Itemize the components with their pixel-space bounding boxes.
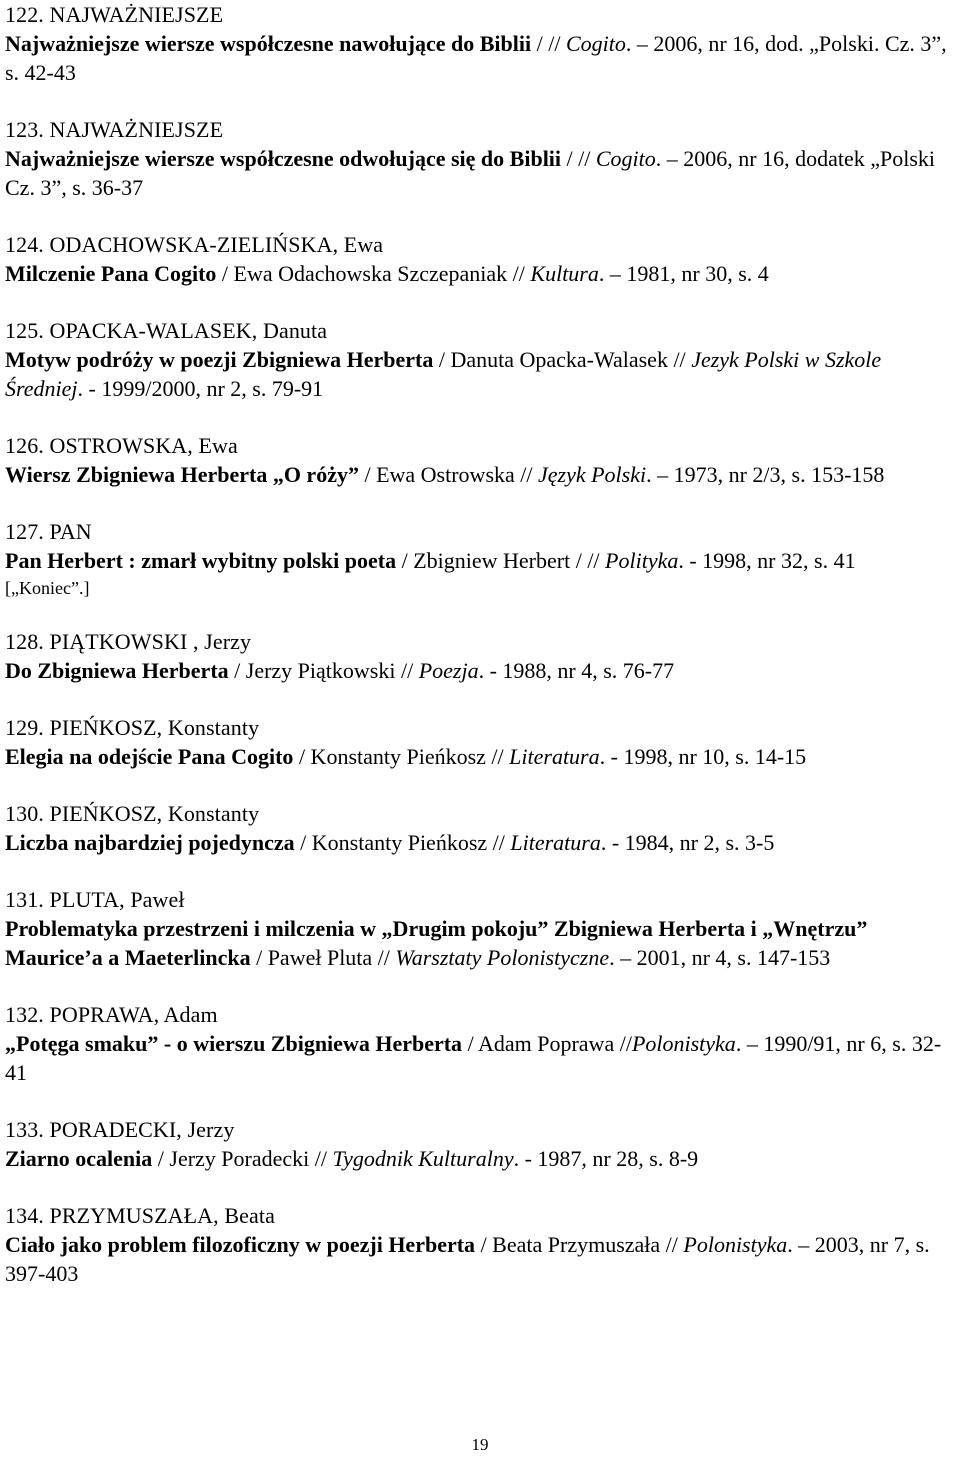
entry-description xyxy=(5,460,950,489)
entry-author: / Konstanty Pieńkosz // xyxy=(293,744,510,769)
bibliography-entry-133 xyxy=(5,1115,950,1173)
entry-details: . - 1987, nr 28, s. 8-9 xyxy=(513,1146,699,1171)
entry-journal: Kultura xyxy=(530,261,599,286)
entry-journal: Tygodnik Kulturalny xyxy=(332,1146,514,1171)
entry-heading: 132. POPRAWA, Adam xyxy=(5,1002,218,1027)
entry-title: Ciało jako problem filozoficzny w poezji Herberta xyxy=(5,1232,476,1257)
entry-description xyxy=(5,345,950,403)
entry-details: . – 1973, nr 2/3, s. 153-158 xyxy=(646,462,885,487)
entry-title: Najważniejsze wiersze współczesne odwołujące się do Biblii xyxy=(5,146,562,171)
bibliography-page xyxy=(5,0,950,1316)
entry-heading: 128. PIĄTKOWSKI , Jerzy xyxy=(5,629,252,654)
entry-heading: 131. PLUTA, Paweł xyxy=(5,887,185,912)
bibliography-entry-132 xyxy=(5,1000,950,1087)
entry-details: . – 2003, nr 7, s. 397-403 xyxy=(5,1232,930,1286)
entry-author: / Ewa Odachowska Szczepaniak // xyxy=(216,261,531,286)
entry-author: / Paweł Pluta // xyxy=(250,945,396,970)
entry-journal: Poezja xyxy=(418,658,479,683)
entry-author: / Jerzy Piątkowski // xyxy=(228,658,419,683)
bibliography-entry-131 xyxy=(5,885,950,972)
entry-title: Milczenie Pana Cogito xyxy=(5,261,217,286)
entry-heading: 134. PRZYMUSZAŁA, Beata xyxy=(5,1203,275,1228)
entry-details: . - 1999/2000, nr 2, s. 79-91 xyxy=(77,376,324,401)
entry-heading: 122. NAJWAŻNIEJSZE xyxy=(5,2,224,27)
entry-description xyxy=(5,1029,950,1087)
entry-title: Wiersz Zbigniewa Herberta „O róży” xyxy=(5,462,359,487)
bibliography-entry-130 xyxy=(5,799,950,857)
bibliography-entry-124 xyxy=(5,230,950,288)
entry-heading: 129. PIEŃKOSZ, Konstanty xyxy=(5,715,260,740)
entry-details: . - 1988, nr 4, s. 76-77 xyxy=(478,658,675,683)
page-number: 19 xyxy=(471,1435,489,1454)
entry-details: . – 1990/91, nr 6, s. 32-41 xyxy=(5,1031,942,1085)
bibliography-entry-122 xyxy=(5,0,950,87)
entry-heading: 125. OPACKA-WALASEK, Danuta xyxy=(5,318,328,343)
entry-author: / // xyxy=(531,31,566,56)
bibliography-entry-128 xyxy=(5,627,950,685)
entry-details: . - 1984, nr 2, s. 3-5 xyxy=(600,830,775,855)
entry-journal: Warsztaty Polonistyczne xyxy=(395,945,610,970)
entry-description xyxy=(5,656,950,685)
entry-details: . – 2006, nr 16, dod. „Polski. Cz. 3”, s. 42-43 xyxy=(5,31,947,85)
entry-details: . – 2006, nr 16, dodatek „Polski Cz. 3”, s. 36-37 xyxy=(5,146,936,200)
bibliography-entry-126 xyxy=(5,431,950,489)
entry-author: / Konstanty Pieńkosz // xyxy=(294,830,511,855)
entry-description xyxy=(5,914,950,972)
bibliography-entry-123 xyxy=(5,115,950,202)
bibliography-entry-129 xyxy=(5,713,950,771)
entry-description xyxy=(5,1144,950,1173)
entry-title: Pan Herbert : zmarł wybitny polski poeta xyxy=(5,548,397,573)
entry-note: [„Koniec”.] xyxy=(5,578,90,598)
entry-journal: Jezyk Polski w Szkole Średniej xyxy=(5,347,882,401)
entry-heading: 123. NAJWAŻNIEJSZE xyxy=(5,117,224,142)
entry-title: „Potęga smaku” - o wierszu Zbigniewa Herberta xyxy=(5,1031,463,1056)
entry-journal: Literatura xyxy=(510,830,601,855)
entry-heading: 130. PIEŃKOSZ, Konstanty xyxy=(5,801,260,826)
entry-details: . – 2001, nr 4, s. 147-153 xyxy=(609,945,831,970)
entry-journal: Literatura xyxy=(509,744,600,769)
entry-author: / Jerzy Poradecki // xyxy=(152,1146,333,1171)
entry-heading: 124. ODACHOWSKA-ZIELIŃSKA, Ewa xyxy=(5,232,384,257)
entry-author: / Danuta Opacka-Walasek // xyxy=(433,347,692,372)
entry-heading: 133. PORADECKI, Jerzy xyxy=(5,1117,235,1142)
bibliography-entry-127 xyxy=(5,517,950,601)
bibliography-entry-134 xyxy=(5,1201,950,1288)
entry-description xyxy=(5,742,950,771)
entry-description xyxy=(5,29,950,87)
entry-author: / // xyxy=(561,146,596,171)
entry-author: / Beata Przymuszała // xyxy=(475,1232,684,1257)
entry-details: . – 1981, nr 30, s. 4 xyxy=(598,261,769,286)
entry-journal: Cogito xyxy=(595,146,656,171)
entry-journal: Polonistyka xyxy=(631,1031,736,1056)
entry-title: Liczba najbardziej pojedyncza xyxy=(5,830,295,855)
entry-journal: Język Polski xyxy=(538,462,647,487)
entry-description xyxy=(5,1230,950,1288)
entry-description xyxy=(5,546,950,575)
entry-journal: Polonistyka xyxy=(683,1232,788,1257)
entry-heading: 127. PAN xyxy=(5,519,92,544)
entry-description xyxy=(5,144,950,202)
entry-details: . - 1998, nr 10, s. 14-15 xyxy=(599,744,807,769)
entry-title: Problematyka przestrzeni i milczenia w „Drugim pokoju” Zbigniewa Herberta i „Wnętrzu” Maurice’a a Maeterlincka xyxy=(5,916,868,970)
entry-description xyxy=(5,828,950,857)
entry-author: / Adam Poprawa // xyxy=(462,1031,632,1056)
entry-title: Ziarno ocalenia xyxy=(5,1146,153,1171)
entry-author: / Zbigniew Herbert / // xyxy=(396,548,606,573)
entry-title: Do Zbigniewa Herberta xyxy=(5,658,229,683)
entry-journal: Polityka xyxy=(605,548,679,573)
entry-author: / Ewa Ostrowska // xyxy=(358,462,538,487)
entry-details: . - 1998, nr 32, s. 41 xyxy=(678,548,856,573)
entry-heading: 126. OSTROWSKA, Ewa xyxy=(5,433,238,458)
bibliography-entry-125 xyxy=(5,316,950,403)
entry-journal: Cogito xyxy=(565,31,626,56)
entry-title: Najważniejsze wiersze współczesne nawołujące do Biblii xyxy=(5,31,532,56)
entry-description xyxy=(5,259,950,288)
entry-title: Elegia na odejście Pana Cogito xyxy=(5,744,294,769)
entry-title: Motyw podróży w poezji Zbigniewa Herberta xyxy=(5,347,434,372)
